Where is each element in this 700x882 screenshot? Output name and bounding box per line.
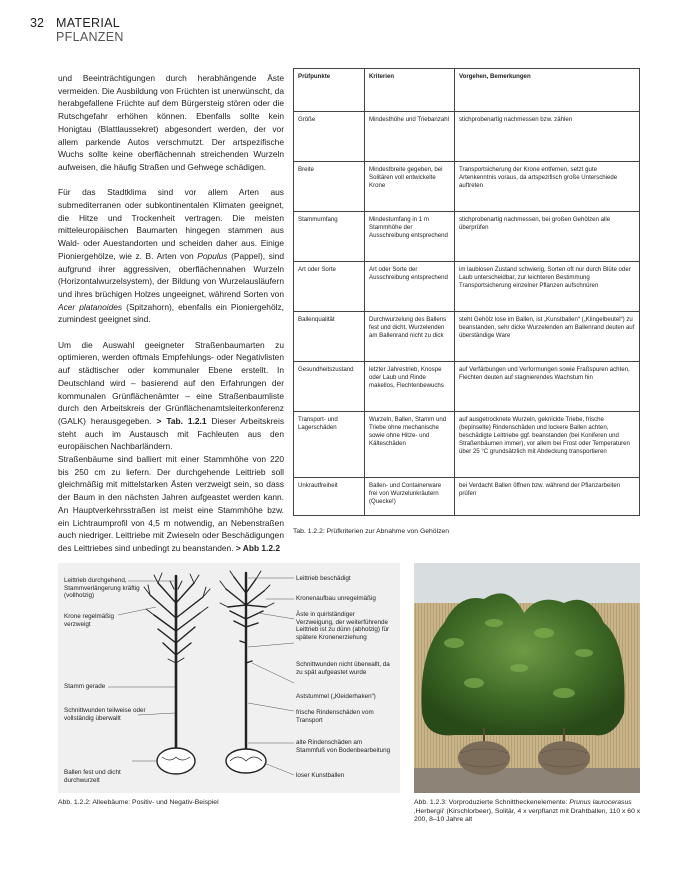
table-row: Art oder Sorte Art oder Sorte der Ausschreibung entsprechend im laublosen Zustand schwierig, Sorten oft nur durch Blüte oder Laub unterscheidbar, zur leichteren Bestimmung Transportsicherung einzelner Pflanzen aufschnüren xyxy=(294,262,640,312)
positive-label: Leittrieb durchgehend, Stammverlängerung kräftig (vollholzig) xyxy=(64,577,140,600)
positive-tree-drawing xyxy=(144,573,210,753)
column-header: Vorgehen, Bemerkungen xyxy=(455,69,640,112)
table-row: Gesundheitszustand letzter Jahrestrieb, Knospe oder Laub und Rinde makellos, Flechtenbewuchs auf Verfärbungen und Verformungen sowie Fraßspuren achten, Flechten deuten auf stagnierendes Wachstum hin xyxy=(294,362,640,412)
figure-reference-link[interactable]: > Abb 1.2.2 xyxy=(235,542,281,553)
table-row: Unkrautfreiheit Ballen- und Containerware frei von Wurzelunkräutern (Quecke!) bei Verdacht Ballen öffnen bzw. während der Pflanzarbeiten prüfen xyxy=(294,478,640,516)
table-reference-link[interactable]: > Tab. 1.2.1 xyxy=(156,415,207,426)
paragraph-1: und Beeinträchtigungen durch herabhängende Äste vermeiden. Die Ausbildung von Früchten ist unerwünscht, da herabgefallene Früchte auf dem Bürgersteig stören oder die Rutschgefahr erhöhen können. Ebenfalls sollte kein Honigtau (Blattlaussekret) abgesondert werden, der vor allem parkende Autos verschmutzt. Der artspezifische Wuchs sollte keine oberflächennah streichenden Wurzeln aufweisen, die häufig Straßen und Gehwege schädigen. xyxy=(58,73,284,172)
table-row: Stammumfang Mindestumfang in 1 m Stammhöhe der Ausschreibung entsprechend stichprobenartig nachmessen, bei großen Gehölzen alle überprüfen xyxy=(294,212,640,262)
table-caption: Tab. 1.2.2: Prüfkriterien zur Abnahme von Gehölzen xyxy=(293,528,450,535)
table-row: Breite Mindestbreite gegeben, bei Solitären voll entwickelte Krone Transportsicherung der Krone entfernen, setzt gute Artenkenntnis voraus, da artspezifisch große Unterschiede auftreten xyxy=(294,162,640,212)
negative-tree-drawing xyxy=(220,571,274,751)
tree-comparison-figure xyxy=(58,563,400,793)
body-text-column xyxy=(58,72,284,567)
criteria-table xyxy=(293,68,640,516)
table-row: Ballenqualität Durchwurzelung des Ballens fest und dicht, Wurzelenden am Ballenrand nicht zu dick steht Gehölz lose im Ballen, ist „Kunstballen“ („Klingelbeutel“) zu beanstanden, sehr dicke Wurzelenden am Ballenrand deuten auf überständige Ware xyxy=(294,312,640,362)
column-header: Prüfpunkte xyxy=(294,69,365,112)
column-header: Kriterien xyxy=(365,69,455,112)
hedge-photo xyxy=(414,563,640,793)
figure-caption-photo: Abb. 1.2.3: Vorproduzierte Schnittheckenelemente: Prunus laurocerasus ‚Herbergii‘ (Kirschlorbeer), Solitär, 4 x verpflanzt mit Drahtballen, 110 x 60 x 200, 8–10 Jahre alt xyxy=(414,799,641,824)
paragraph-3: Um die Auswahl geeigneter Straßenbaumarten zu optimieren, werden oftmals Empfehlungs- oder Negativlisten auf städtischer oder kommunaler Ebene erstellt. In Deutschland wird – basierend auf den Erfahrungen der kommunalen Grünflächenämter – eine Straßenbaumliste durch den Arbeitskreis der Grünflächenamtsleiterkonferenz (GALK) herausgegeben. > Tab. 1.2.1 Dieser Arbeitskreis steht auch im Austausch mit Fachleuten aus den europäischen Nachbarländern. xyxy=(58,339,285,452)
negative-label: Schnittwunden nicht überwallt, da zu spät aufgeastet wurde xyxy=(296,661,390,676)
negative-label: Aststummel („Kleiderhaken“) xyxy=(296,693,376,700)
negative-label: Kronenaufbau unregelmäßig xyxy=(296,595,376,602)
chapter-title: MATERIAL xyxy=(56,16,120,30)
figure-caption-trees: Abb. 1.2.2: Alleebäume: Positiv- und Negativ-Beispiel xyxy=(58,799,219,806)
page-number: 32 xyxy=(30,16,44,30)
negative-label: Äste in quirlständiger Verzweigung, der weiterführende Leittrieb ist zu dünn (abholzig) für spätere Kronenerziehung xyxy=(296,611,390,641)
paragraph-2: Für das Stadtklima sind vor allem Arten aus submediterranen oder subkontinentalen Klimaten geeignet, die Hitze und Trockenheit vertragen. Die meisten mitteleuropäischen Baumarten hingegen stammen aus Wald- oder Auestandorten und scheiden daher aus. Einige Pioniergehölze, wie z. B. Arten von Populus (Pappel), sind aufgrund ihrer aggressiven, oberflächennahen Wurzeln (Horizontalwurzelsystem), der Bildung von Wurzelausläufern und ihres brüchigen Holzes ungeeignet, während Sorten von Acer platanoides (Spitzahorn), ebenfalls ein Pioniergehölz, zumindest geeignet sind. xyxy=(58,187,284,325)
positive-tree-rootball xyxy=(157,748,195,774)
negative-label: frische Rindenschäden vom Transport xyxy=(296,709,374,724)
chapter-subtitle: PFLANZEN xyxy=(56,30,124,44)
negative-label: loser Kunstballen xyxy=(296,772,345,779)
positive-label: Schnittwunden teilweise oder vollständig überwallt xyxy=(64,707,146,722)
positive-label: Stamm gerade xyxy=(64,683,106,690)
negative-label: alte Rindenschäden am Stammfuß von Bodenbearbeitung xyxy=(296,739,391,754)
table-header-row xyxy=(294,69,640,112)
hedge-photo-image xyxy=(414,563,640,793)
table-row: Größe Mindesthöhe und Triebanzahl stichprobenartig nachmessen bzw. zählen xyxy=(294,112,640,162)
positive-label: Ballen fest und dicht durchwurzelt xyxy=(64,769,121,784)
paragraph-4: Straßenbäume sind balliert mit einer Stammhöhe von 220 bis 250 cm zu liefern. Der durchgehende Leittrieb soll gleichmäßig mit mittelstarken Ästen verzweigt sein, so dass der Baum in den nächsten Jahren aufgeastet werden kann. An Hauptverkehrsstraßen ist meist eine Stammhöhe bzw. ein Lichtraumprofil von 4,5 m notwendig, an Nebenstraßen auch niedriger. Leittriebe mit Zwieseln oder Beschädigungen des Leittriebes sind unbedingt zu beanstanden. > Abb 1.2.2 xyxy=(58,454,284,553)
table-row: Transport- und Lagerschäden Wurzeln, Ballen, Stamm und Triebe ohne mechanische sowie ohne Hitze- und Kälteschäden auf ausgetrocknete Wurzeln, geknickte Triebe, frische (bepinselte) Rindenschäden und lockere Ballen achten, beschädigte Leittriebe ggf. beanstanden (bei Koniferen und Straßenbäumen immer), vor allem bei Frost oder Temperaturen über 25 °C grundsätzlich mit Abdeckung transportieren xyxy=(294,412,640,478)
negative-label: Leittrieb beschädigt xyxy=(296,575,351,582)
positive-label: Krone regelmäßig verzweigt xyxy=(64,613,115,628)
